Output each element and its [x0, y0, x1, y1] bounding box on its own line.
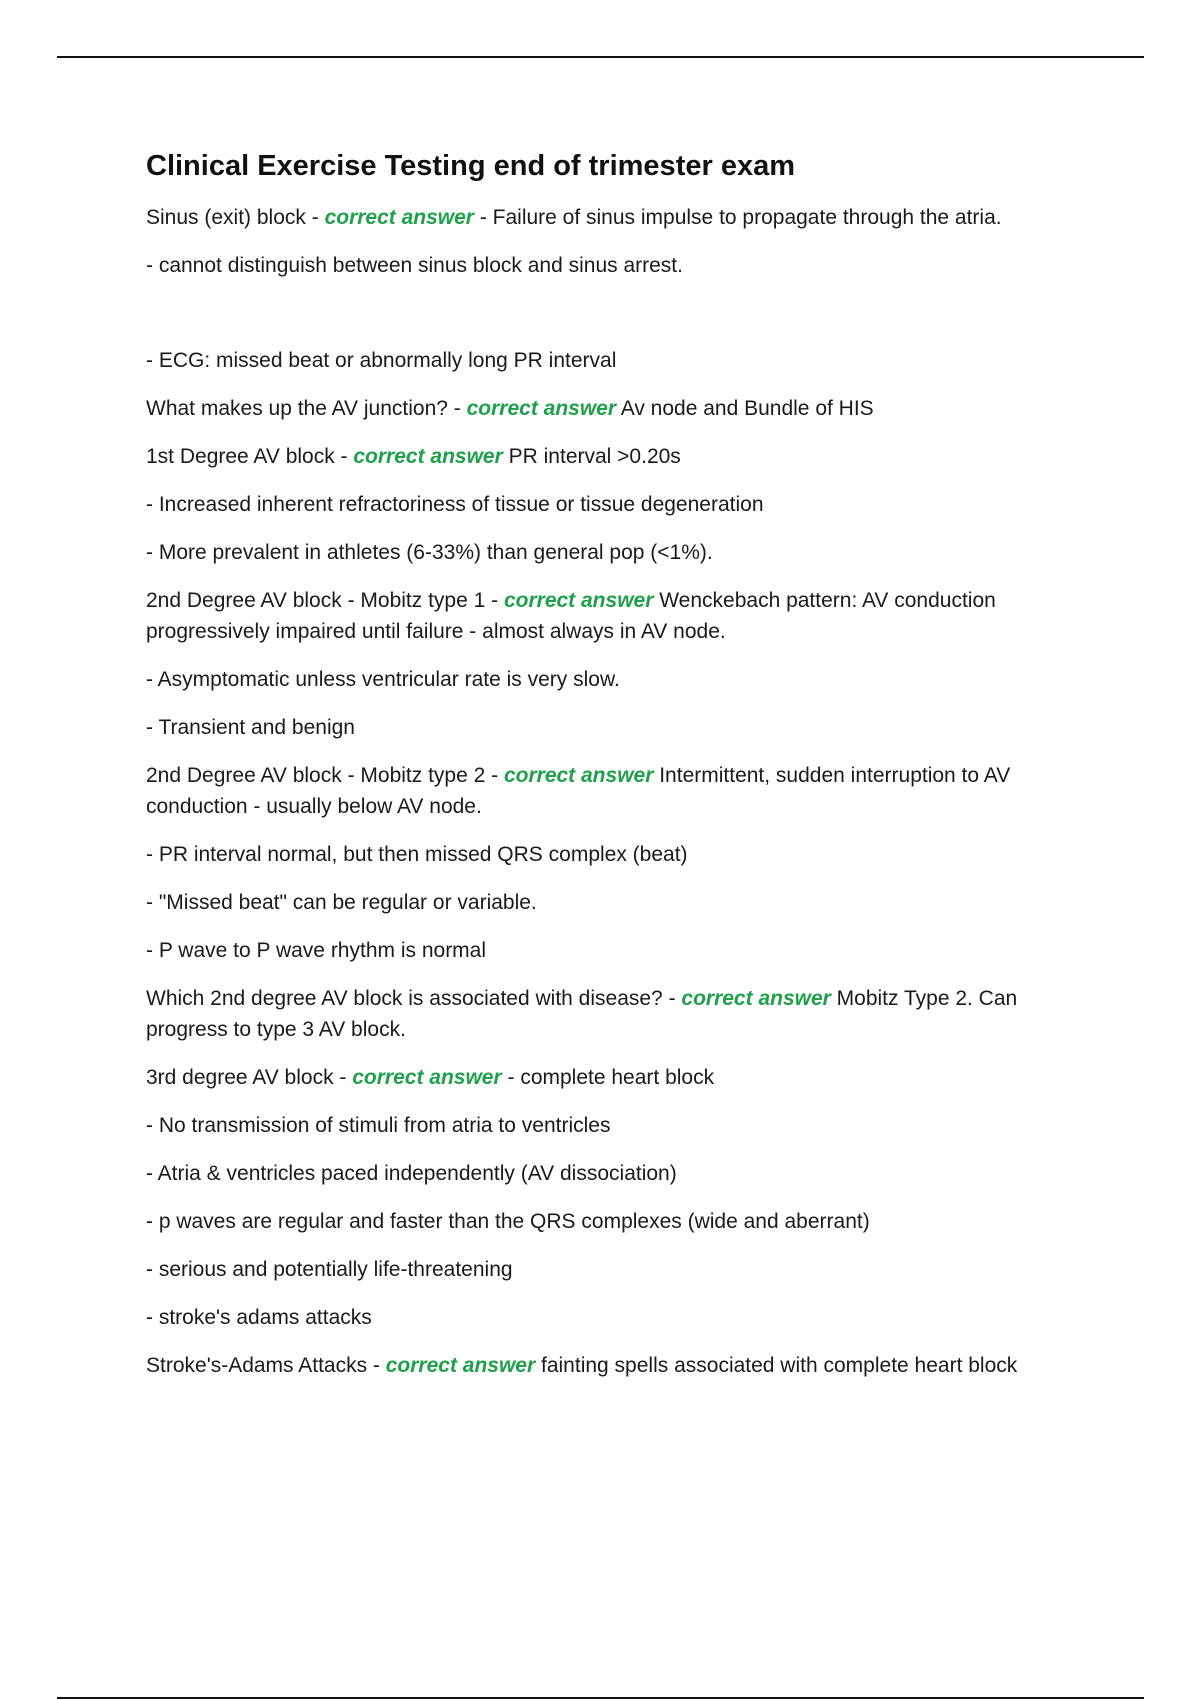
note-line: - Increased inherent refractoriness of tissue or tissue degeneration [146, 493, 764, 516]
qa-item [146, 1350, 1086, 1381]
qa-item [146, 202, 1086, 233]
answer-text: - Failure of sinus impulse to propagate through the atria. [473, 206, 1002, 229]
answer-text: Mobitz Type 2. Can progress to type 3 AV block. [146, 987, 1018, 1041]
qa-item [146, 1062, 1086, 1093]
qa-item [146, 983, 1086, 1045]
note-line: - Asymptomatic unless ventricular rate is very slow. [146, 668, 620, 691]
question-text: Which 2nd degree AV block is associated with disease? - [146, 987, 682, 1010]
note-line: - P wave to P wave rhythm is normal [146, 939, 487, 962]
note-line: - More prevalent in athletes (6-33%) than general pop (<1%). [146, 541, 713, 564]
correct-answer-label: correct answer [324, 206, 474, 229]
note-line: - Atria & ventricles paced independently (AV dissociation) [146, 1162, 677, 1185]
note-line: - Transient and benign [146, 716, 355, 739]
document-title: Clinical Exercise Testing end of trimester exam [146, 150, 795, 182]
note-line: - stroke's adams attacks [146, 1306, 372, 1329]
correct-answer-label: correct answer [352, 1066, 502, 1089]
qa-item [146, 393, 1086, 424]
note-line: - p waves are regular and faster than the QRS complexes (wide and aberrant) [146, 1210, 870, 1233]
correct-answer-label: correct answer [681, 987, 831, 1010]
correct-answer-label: correct answer [385, 1354, 536, 1377]
question-text: 2nd Degree AV block - Mobitz type 2 - [146, 764, 504, 787]
question-text: Sinus (exit) block - [146, 206, 325, 229]
answer-text: Av node and Bundle of HIS [616, 397, 874, 420]
answer-text: - complete heart block [501, 1066, 715, 1089]
note-line: - "Missed beat" can be regular or variable. [146, 891, 537, 914]
question-text: 3rd degree AV block - [146, 1066, 353, 1089]
correct-answer-label: correct answer [503, 764, 654, 787]
qa-item [146, 441, 1086, 472]
note-line: - cannot distinguish between sinus block and sinus arrest. [146, 254, 683, 277]
qa-item [146, 585, 1086, 647]
answer-text: Intermittent, sudden interruption to AV conduction - usually below AV node. [146, 764, 1011, 818]
answer-text: PR interval >0.20s [502, 445, 681, 468]
qa-item [146, 760, 1086, 822]
note-line: - ECG: missed beat or abnormally long PR interval [146, 349, 617, 372]
top-rule [57, 56, 1144, 58]
question-text: What makes up the AV junction? - [146, 397, 467, 420]
answer-text: fainting spells associated with complete heart block [535, 1354, 1018, 1377]
correct-answer-label: correct answer [503, 589, 654, 612]
question-text: 1st Degree AV block - [146, 445, 354, 468]
note-line: - PR interval normal, but then missed QRS complex (beat) [146, 843, 688, 866]
correct-answer-label: correct answer [353, 445, 503, 468]
answer-text: Wenckebach pattern: AV conduction progressively impaired until failure - almost always in AV node. [146, 589, 996, 643]
question-text: 2nd Degree AV block - Mobitz type 1 - [146, 589, 504, 612]
bottom-rule [57, 1697, 1144, 1699]
document-body [146, 146, 1086, 1398]
note-line: - No transmission of stimuli from atria to ventricles [146, 1114, 611, 1137]
note-line: - serious and potentially life-threatening [146, 1258, 513, 1281]
correct-answer-label: correct answer [466, 397, 617, 420]
question-text: Stroke's-Adams Attacks - [146, 1354, 386, 1377]
